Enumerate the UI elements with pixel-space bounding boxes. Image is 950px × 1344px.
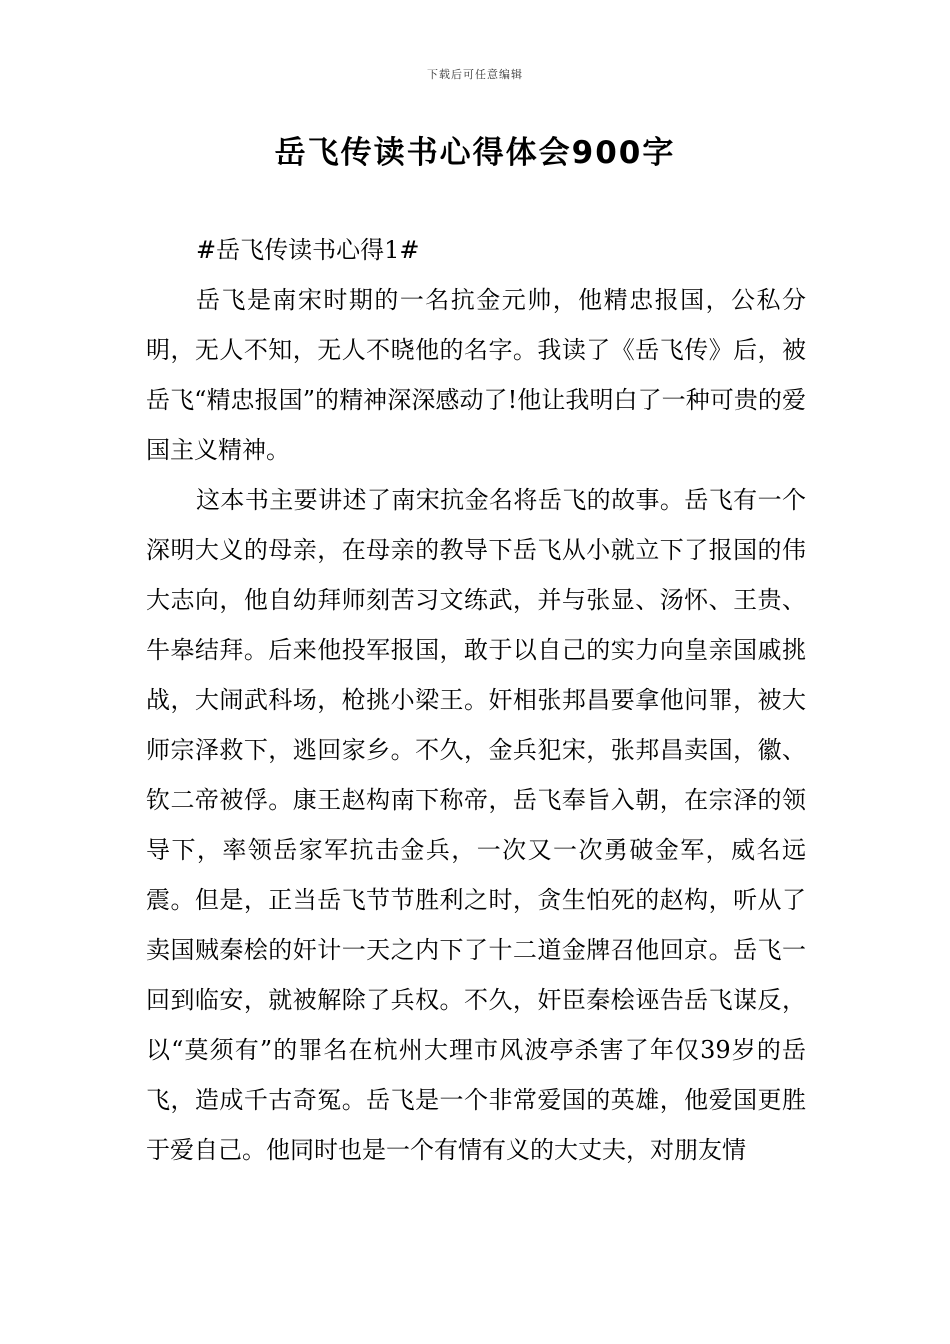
paragraph-2: 这本书主要讲述了南宋抗金名将岳飞的故事。岳飞有一个深明大义的母亲，在母亲的教导下岳飞从小就立下了报国的伟大志向，他自幼拜师刻苦习文练武，并与张显、汤怀、王贵、牛皋结拜。后来他投军报国，敢于以自己的实力向皇亲国戚挑战，大闹武科场，枪挑小梁王。奸相张邦昌要拿他问罪，被大师宗泽救下，逃回家乡。不久，金兵犯宋，张邦昌卖国，徽、钦二帝被俘。康王赵构南下称帝，岳飞奉旨入朝，在宗泽的领导下，率领岳家军抗击金兵，一次又一次勇破金军，威名远震。但是，正当岳飞节节胜利之时，贪生怕死的赵构，听从了卖国贼秦桧的奸计一天之内下了十二道金牌召他回京。岳飞一回到临安，就被解除了兵权。不久，奸臣秦桧诬告岳飞谋反，以“莫须有”的罪名在杭州大理市风波亭杀害了年仅39岁的岳飞，造成千古奇冤。岳飞是一个非常爱国的英雄，他爱国更胜于爱自己。他同时也是一个有情有义的大丈夫，对朋友情: [146, 486, 806, 1164]
header-note: 下载后可任意编辑: [427, 68, 523, 81]
section-heading: #岳飞传读书心得1#: [196, 236, 420, 264]
paragraph-1: 岳飞是南宋时期的一名抗金元帅，他精忠报国，公私分明，无人不知，无人不晓他的名字。我读了《岳飞传》后，被岳飞“精忠报国”的精神深深感动了!他让我明白了一种可贵的爱国主义精神。: [146, 286, 806, 464]
document-body: [146, 225, 806, 1175]
document-title: 岳飞传读书心得体会900字: [274, 135, 676, 171]
